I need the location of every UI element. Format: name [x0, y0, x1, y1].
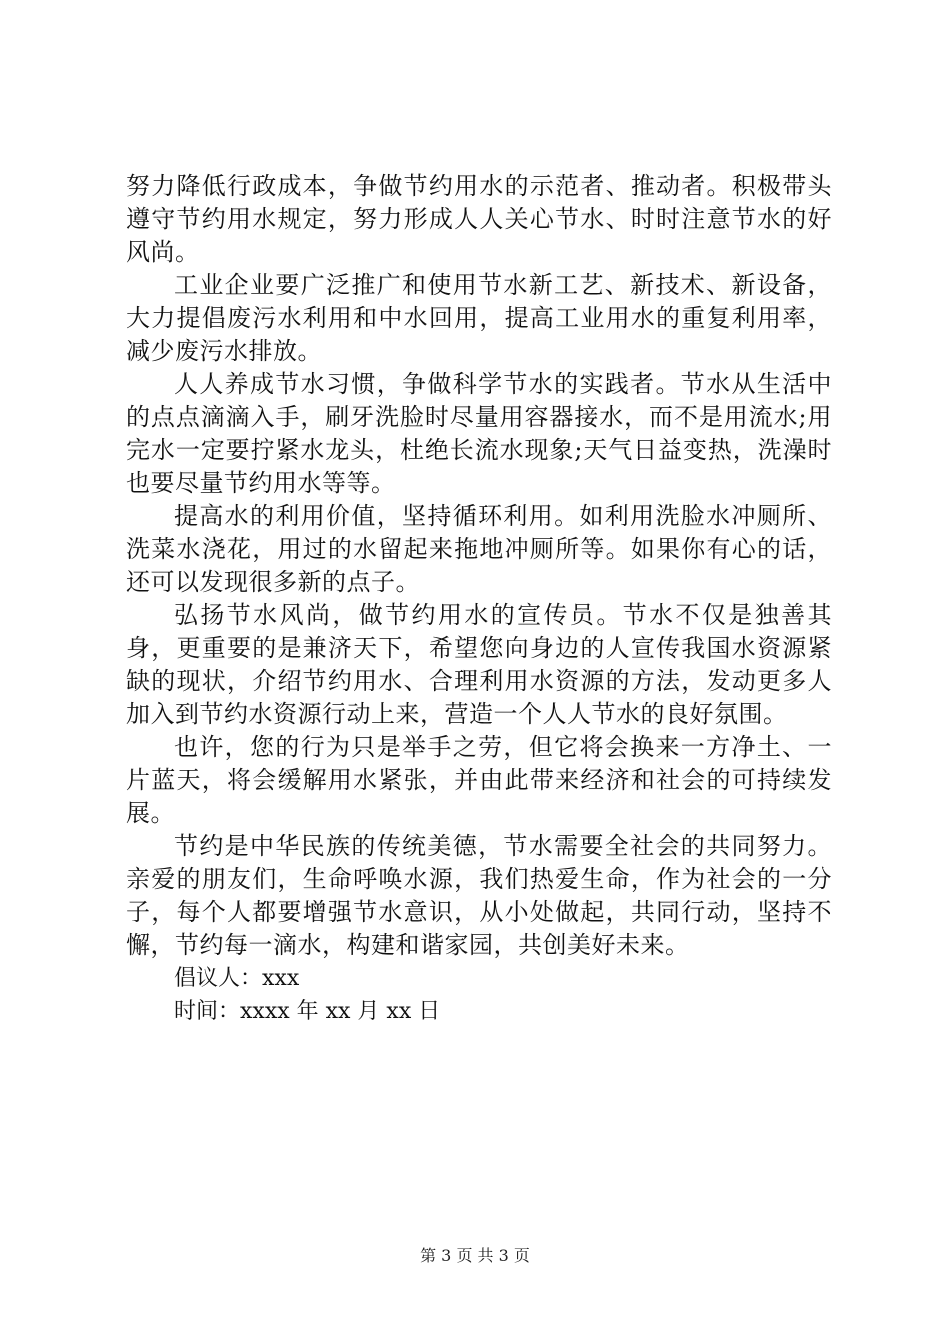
page-number-label: 第 3 页 共 3 页	[420, 1246, 530, 1265]
paragraph-1: 努力降低行政成本，争做节约用水的示范者、推动者。积极带头遵守节约用水规定，努力形成人人关心节水、时时注意节水的好风尚。	[126, 172, 832, 266]
paragraph-4: 提高水的利用价值，坚持循环利用。如利用洗脸水冲厕所、洗菜水浇花，用过的水留起来拖地冲厕所等。如果你有心的话，还可以发现很多新的点子。	[126, 502, 832, 596]
paragraph-5: 弘扬节水风尚，做节约用水的宣传员。节水不仅是独善其身，更重要的是兼济天下，希望您向身边的人宣传我国水资源紧缺的现状，介绍节约用水、合理利用水资源的方法，发动更多人加入到节约水资源行动上来，营造一个人人节水的良好氛围。	[126, 601, 832, 728]
page-footer	[0, 1246, 950, 1266]
date-line: 时间：xxxx 年 xx 月 xx 日	[174, 999, 441, 1024]
document-body	[126, 170, 832, 1028]
paragraph-6: 也许，您的行为只是举手之劳，但它将会换来一方净土、一片蓝天，将会缓解用水紧张，并由此带来经济和社会的可持续发展。	[126, 733, 832, 827]
paragraph-3: 人人养成节水习惯，争做科学节水的实践者。节水从生活中的点点滴滴入手，刷牙洗脸时尽量用容器接水，而不是用流水;用完水一定要拧紧水龙头，杜绝长流水现象;天气日益变热，洗澡时也要尽量节约用水等等。	[126, 370, 832, 497]
signer-line: 倡议人：xxx	[174, 966, 300, 991]
paragraph-7: 节约是中华民族的传统美德，节水需要全社会的共同努力。亲爱的朋友们，生命呼唤水源，我们热爱生命，作为社会的一分子，每个人都要增强节水意识，从小处做起，共同行动，坚持不懈，节约每一滴水，构建和谐家园，共创美好未来。	[126, 832, 832, 959]
paragraph-2: 工业企业要广泛推广和使用节水新工艺、新技术、新设备，大力提倡废污水利用和中水回用，提高工业用水的重复利用率，减少废污水排放。	[126, 271, 832, 365]
